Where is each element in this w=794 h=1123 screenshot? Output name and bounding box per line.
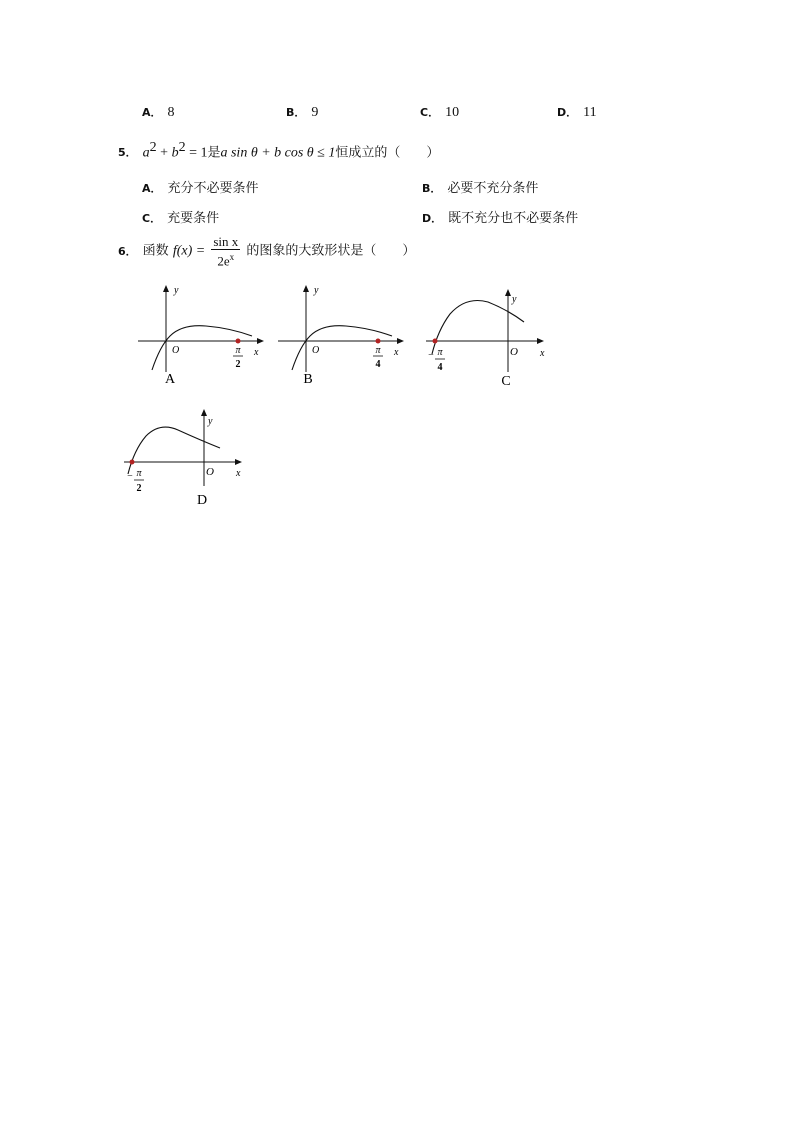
graph-letter: C xyxy=(501,374,511,389)
origin-label: O xyxy=(312,345,320,356)
x-label: x xyxy=(540,348,545,359)
q5-option-d xyxy=(422,207,578,226)
denominator-exponent: x xyxy=(229,252,235,262)
x-axis-arrow xyxy=(257,338,264,344)
math-plus: + xyxy=(156,145,172,161)
origin-label: O xyxy=(172,345,180,356)
option-label: A． xyxy=(142,182,162,195)
graph-d xyxy=(118,404,258,512)
option-value: 8 xyxy=(167,105,175,120)
option-value: 10 xyxy=(445,105,460,120)
q4-option-a xyxy=(142,104,175,121)
q5-stem xyxy=(118,140,439,161)
option-text: 必要不充分条件 xyxy=(447,181,539,196)
option-text: 既不充分也不必要条件 xyxy=(448,211,579,226)
y-label: y xyxy=(512,294,517,305)
math-sup: 2 xyxy=(178,140,186,155)
mark-denominator: 4 xyxy=(437,362,443,373)
x-axis-arrow xyxy=(397,338,404,344)
graph-b xyxy=(270,282,410,390)
x-mark-point xyxy=(376,339,381,344)
math-inequality: a sin θ + b cos θ ≤ 1 xyxy=(220,145,336,161)
mark-denominator: 2 xyxy=(235,359,241,370)
option-label: C． xyxy=(420,106,440,119)
x-axis-arrow xyxy=(235,459,242,465)
fraction-denominator xyxy=(211,250,240,268)
y-axis-arrow xyxy=(163,285,169,292)
option-text: 充要条件 xyxy=(167,211,220,226)
y-axis-arrow xyxy=(201,409,207,416)
option-label: D． xyxy=(557,106,578,119)
option-value: 9 xyxy=(311,105,319,120)
text-function: 函数 xyxy=(142,243,169,259)
math-eq: = 1 xyxy=(185,145,208,161)
q6-stem xyxy=(118,234,415,268)
x-axis-arrow xyxy=(537,338,544,344)
y-axis-arrow xyxy=(505,289,511,296)
graph-c xyxy=(418,282,558,390)
question-number: 5． xyxy=(118,146,137,160)
text-shi: 是 xyxy=(207,145,221,161)
option-label: B． xyxy=(286,106,306,119)
graph-a xyxy=(130,282,270,390)
option-value: 11 xyxy=(583,105,597,120)
graph-letter: A xyxy=(164,372,176,387)
y-label: y xyxy=(174,285,179,296)
y-label: y xyxy=(314,285,319,296)
option-label: D． xyxy=(422,212,443,225)
mark-denominator: 2 xyxy=(136,483,142,494)
denominator-base: 2e xyxy=(217,253,230,269)
q5-option-a xyxy=(142,177,259,196)
math-fx: f(x) = xyxy=(172,243,206,259)
math-a: a xyxy=(142,145,150,161)
option-text: 充分不必要条件 xyxy=(167,181,259,196)
mark-numerator: π xyxy=(375,345,381,356)
mark-sign: − xyxy=(428,350,434,361)
q4-option-b xyxy=(286,104,318,121)
q5-option-b xyxy=(422,177,538,196)
origin-label: O xyxy=(510,346,518,358)
fraction-numerator: sin x xyxy=(213,234,239,249)
y-label: y xyxy=(208,416,213,427)
math-sup: 2 xyxy=(149,140,157,155)
origin-label: O xyxy=(206,466,214,478)
option-label: B． xyxy=(422,182,442,195)
y-axis-arrow xyxy=(303,285,309,292)
q6-tail: 的图象的大致形状是（ ） xyxy=(246,243,416,259)
q4-option-c xyxy=(420,104,459,121)
mark-numerator: π xyxy=(136,468,142,479)
graph-letter: B xyxy=(303,372,313,387)
x-mark-point xyxy=(433,339,438,344)
option-label: C． xyxy=(142,212,162,225)
x-label: x xyxy=(236,468,241,479)
x-label: x xyxy=(394,347,399,358)
question-number: 6． xyxy=(118,244,137,258)
mark-denominator: 4 xyxy=(375,359,381,370)
x-mark-point xyxy=(236,339,241,344)
q4-option-d xyxy=(557,104,597,121)
mark-numerator: π xyxy=(235,345,241,356)
q5-tail: 恒成立的（ ） xyxy=(335,145,440,161)
mark-numerator: π xyxy=(437,347,443,358)
q5-option-c xyxy=(142,207,219,226)
x-label: x xyxy=(254,347,259,358)
x-mark-point xyxy=(130,460,135,465)
math-b: b xyxy=(171,145,179,161)
option-label: A． xyxy=(142,106,162,119)
graph-letter: D xyxy=(196,493,208,508)
mark-sign: − xyxy=(127,471,133,482)
fraction xyxy=(211,234,240,268)
